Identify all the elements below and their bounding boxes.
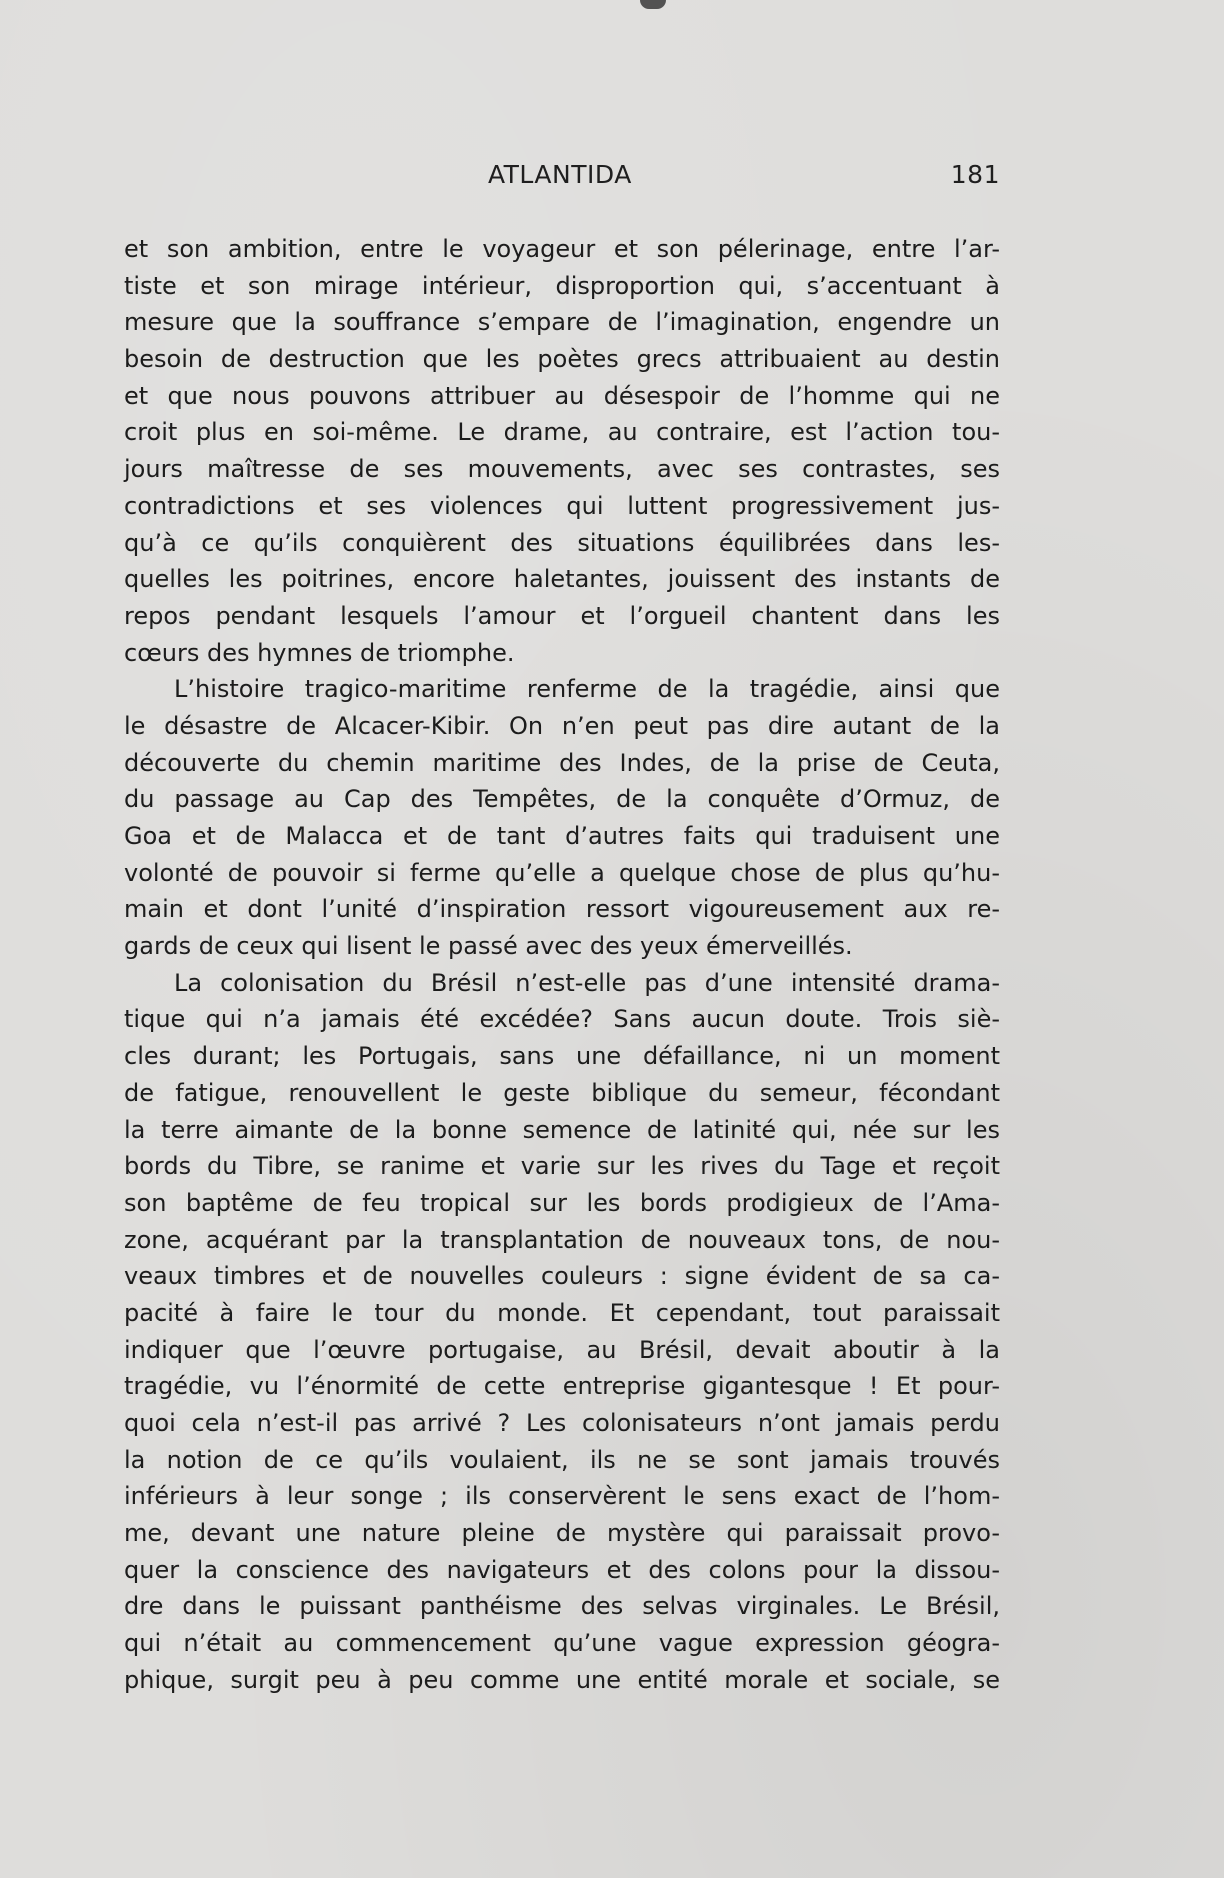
text-line: inférieurs à leur songe ; ils conservèrent le sens exact de l’hom- [124, 1482, 1000, 1511]
text-line: quoi cela n’est-il pas arrivé ? Les colonisateurs n’ont jamais perdu [124, 1409, 1000, 1437]
text-line: dre dans le puissant panthéisme des selvas virginales. Le Brésil, [124, 1592, 1000, 1621]
text-line: et son ambition, entre le voyageur et son pélerinage, entre l’ar- [124, 235, 1000, 263]
text-line: la terre aimante de la bonne semence de latinité qui, née sur les [124, 1115, 1000, 1144]
text-line: cœurs des hymnes de triomphe. [124, 638, 515, 667]
text-line: croit plus en soi-même. Le drame, au contraire, est l’action tou- [124, 418, 1000, 447]
text-line: cles durant; les Portugais, sans une défaillance, ni un moment [124, 1042, 1000, 1071]
text-line: qui n’était au commencement qu’une vague expression géogra- [124, 1629, 1000, 1658]
text-line: L’histoire tragico-maritime renferme de la tragédie, ainsi que [174, 675, 1000, 704]
text-line: jours maîtresse de ses mouvements, avec ses contrastes, ses [124, 455, 1000, 484]
text-line: bords du Tibre, se ranime et varie sur les rives du Tage et reçoit [124, 1152, 1000, 1181]
text-line: phique, surgit peu à peu comme une entité morale et sociale, se [124, 1665, 1000, 1694]
text-line: indiquer que l’œuvre portugaise, au Brésil, devait aboutir à la [124, 1335, 1000, 1364]
text-line: son baptême de feu tropical sur les bords prodigieux de l’Ama- [124, 1188, 1000, 1217]
print-mark [640, 0, 666, 9]
text-line: découverte du chemin maritime des Indes, de la prise de Ceuta, [124, 748, 1000, 777]
text-line: Goa et de Malacca et de tant d’autres faits qui traduisent une [124, 822, 1000, 850]
text-line: main et dont l’unité d’inspiration ressort vigoureusement aux re- [124, 895, 1000, 924]
text-line: besoin de destruction que les poètes grecs attribuaient au destin [124, 345, 1000, 374]
text-line: de fatigue, renouvellent le geste biblique du semeur, fécondant [124, 1078, 1000, 1107]
text-line: tragédie, vu l’énormité de cette entreprise gigantesque ! Et pour- [124, 1372, 1000, 1401]
page-number: 181 [950, 160, 1000, 189]
text-line: pacité à faire le tour du monde. Et cependant, tout paraissait [124, 1298, 1000, 1327]
text-line: quelles les poitrines, encore haletantes, jouissent des instants de [124, 565, 1000, 594]
running-head [124, 160, 1000, 194]
body-text [124, 231, 1000, 1699]
text-line: me, devant une nature pleine de mystère qui paraissait provo- [124, 1519, 1000, 1548]
text-line: La colonisation du Brésil n’est-elle pas d’une intensité drama- [174, 968, 1000, 997]
text-line: repos pendant lesquels l’amour et l’orgueil chantent dans les [124, 601, 1000, 630]
text-line: la notion de ce qu’ils voulaient, ils ne se sont jamais trouvés [124, 1445, 1000, 1474]
text-line: contradictions et ses violences qui luttent progressivement jus- [124, 491, 1000, 520]
text-line: zone, acquérant par la transplantation de nouveaux tons, de nou- [124, 1225, 1000, 1254]
running-title: ATLANTIDA [488, 160, 632, 189]
text-line: volonté de pouvoir si ferme qu’elle a quelque chose de plus qu’hu- [124, 858, 1000, 887]
text-line: le désastre de Alcacer-Kibir. On n’en peut pas dire autant de la [124, 711, 1000, 740]
text-line: tique qui n’a jamais été excédée? Sans aucun doute. Trois siè- [124, 1005, 1000, 1034]
text-line: du passage au Cap des Tempêtes, de la conquête d’Ormuz, de [124, 785, 1000, 814]
text-line: quer la conscience des navigateurs et des colons pour la dissou- [124, 1555, 1000, 1584]
text-line: qu’à ce qu’ils conquièrent des situations équilibrées dans les- [124, 528, 1000, 557]
text-line: mesure que la souffrance s’empare de l’imagination, engendre un [124, 308, 1000, 337]
text-line: et que nous pouvons attribuer au désespoir de l’homme qui ne [124, 381, 1000, 410]
text-line: tiste et son mirage intérieur, disproportion qui, s’accentuant à [124, 271, 1000, 300]
text-line: gards de ceux qui lisent le passé avec des yeux émerveillés. [124, 932, 853, 961]
text-line: veaux timbres et de nouvelles couleurs : signe évident de sa ca- [124, 1262, 1000, 1291]
